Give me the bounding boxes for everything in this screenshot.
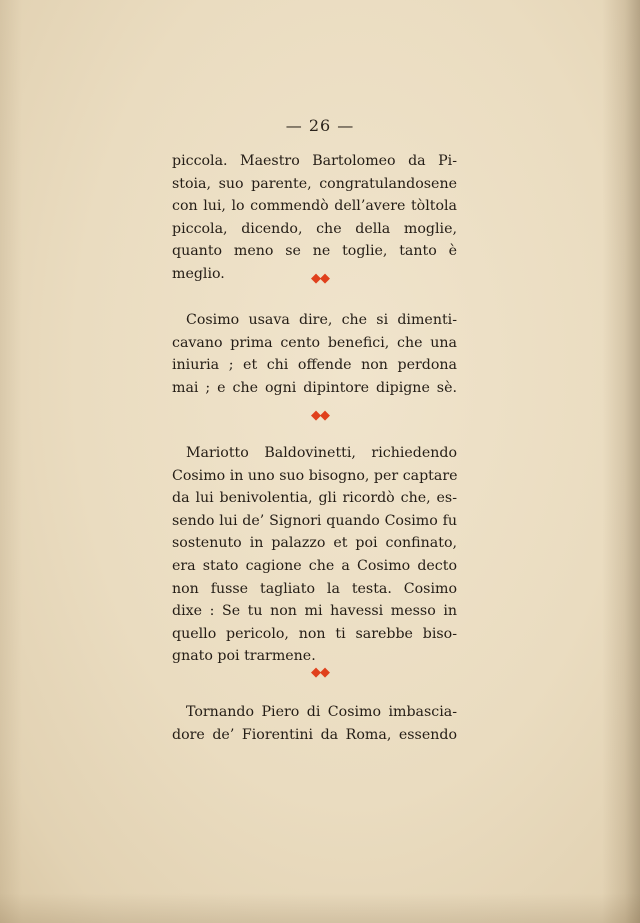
text-line: era stato cagione che a Cosimo decto — [172, 557, 457, 574]
page-number: — 26 — — [285, 116, 355, 135]
text-line: gnato poi trarmene. — [172, 648, 316, 665]
paragraph-piero — [172, 701, 457, 746]
text-line: con lui, lo commendò dell’avere tòltola — [172, 198, 457, 215]
text-line: quanto meno se ne toglie, tanto è — [172, 243, 457, 260]
paragraph-bartolomeo — [172, 150, 457, 286]
text-line: sendo lui de’ Signori quando Cosimo fu — [172, 512, 457, 529]
page-right-shadow — [602, 0, 640, 923]
text-line: stoia, suo parente, congratulandosene — [172, 175, 457, 192]
text-line: Tornando Piero di Cosimo imbascia- — [186, 704, 457, 720]
text-line: sostenuto in palazzo et poi confinato, — [172, 535, 457, 552]
text-line: Cosimo usava dire, che si dimenti- — [186, 312, 457, 328]
text-line: dixe : Se tu non mi havessi messo in — [172, 603, 457, 620]
text-line: Cosimo in uno suo bisogno, per captare — [172, 467, 458, 484]
text-line: mai ; e che ogni dipintore dipigne sè. — [172, 379, 457, 396]
text-line: piccola, dicendo, che della moglie, — [172, 220, 457, 237]
diamond-ornament-icon: ◆◆ — [311, 271, 329, 286]
paragraph-baldovinetti — [172, 442, 457, 668]
diamond-ornament-icon: ◆◆ — [311, 665, 329, 680]
text-line: dore de’ Fiorentini da Roma, essendo — [172, 726, 457, 743]
text-line: iniuria ; et chi offende non perdona — [172, 357, 457, 374]
text-line: piccola. Maestro Bartolomeo da Pi- — [172, 153, 457, 169]
text-line: meglio. — [172, 265, 225, 282]
diamond-ornament-icon: ◆◆ — [311, 408, 329, 423]
text-line: quello pericolo, non ti sarebbe biso- — [172, 625, 457, 642]
text-line: Mariotto Baldovinetti, richiedendo — [186, 445, 457, 461]
page-left-shadow — [0, 0, 22, 923]
paragraph-cosimo-saying — [172, 309, 457, 399]
text-line: non fusse tagliato la testa. Cosimo — [172, 580, 457, 597]
text-line: cavano prima cento benefici, che una — [172, 334, 457, 351]
text-line: da lui benivolentia, gli ricordò che, es- — [172, 490, 457, 507]
page-bottom-shadow — [0, 893, 640, 923]
